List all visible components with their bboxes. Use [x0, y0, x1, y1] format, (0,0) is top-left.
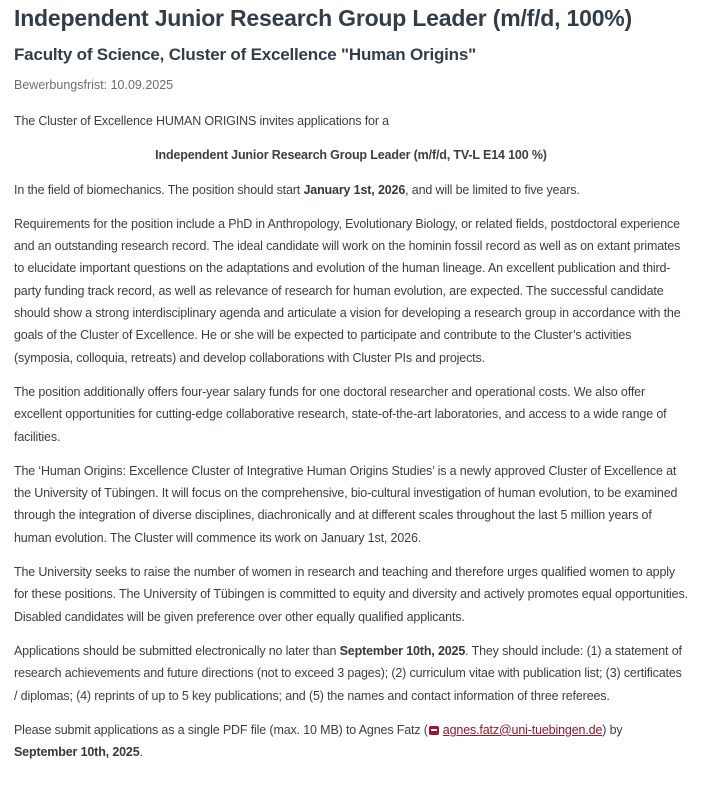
applications-text: Applications should be submitted electronically no later than: [14, 643, 340, 658]
submit-text-end: .: [139, 745, 143, 760]
applications-paragraph: [14, 640, 688, 707]
start-date: January 1st, 2026: [303, 182, 406, 197]
application-deadline-date: September 10th, 2025: [339, 643, 466, 658]
submit-text-mid: ) by: [602, 722, 623, 737]
page-subtitle: Faculty of Science, Cluster of Excellence "Human Origins": [14, 45, 476, 64]
email-link[interactable]: agnes.fatz@uni-tuebingen.de: [442, 722, 603, 737]
field-text-end: , and will be limited to five years.: [405, 182, 580, 197]
position-title: Independent Junior Research Group Leader (m/f/d, TV-L E14 100 %): [155, 148, 547, 163]
field-text: In the field of biomechanics. The position should start: [14, 182, 304, 197]
submit-paragraph: [14, 719, 688, 764]
submit-text: Please submit applications as a single PDF file (max. 10 MB) to Agnes Fatz (: [14, 722, 428, 737]
offer-paragraph: The position additionally offers four-year salary funds for one doctoral researcher and operational costs. We also offer excellent opportunities for cutting-edge collaborative research, state-of-the-art laboratories, and access to a wide range of facilities.: [14, 384, 667, 444]
field-paragraph: [14, 179, 688, 201]
application-deadline: Bewerbungsfrist: 10.09.2025: [14, 78, 174, 92]
mail-icon: [429, 726, 439, 735]
page-title: Independent Junior Research Group Leader (m/f/d, 100%): [14, 5, 632, 31]
intro-paragraph: The Cluster of Excellence HUMAN ORIGINS invites applications for a: [14, 114, 389, 128]
submit-deadline-date: September 10th, 2025: [14, 745, 140, 760]
applications-text-end: . They should include: (1) a statement of research achievements and future directions (not to exceed 3 pages); (2) curriculum vitae with publication list; (3) certificates / diplomas; (4) reprints of up to 5 key publications; and (5) the names and contact information of three referees.: [14, 643, 682, 703]
equity-paragraph: The University seeks to raise the number of women in research and teaching and therefore urges qualified women to apply for these positions. The University of Tübingen is committed to equity and diversity and actively promotes equal opportunities. Disabled candidates will be given preference over other equally qualified applicants.: [14, 565, 688, 624]
requirements-paragraph: Requirements for the position include a PhD in Anthropology, Evolutionary Biology, or related fields, postdoctoral experience and an outstanding research record. The ideal candidate will work on the hominin fossil record as well as on extant primates to elucidate important questions on the adaptations and evolution of the human lineage. An excellent publication and third-party funding track record, as well as relevance of research for human evolution, are expected. The successful candidate should show a strong interdisciplinary agenda and articulate a vision for developing a research group in accordance with the goals of the Cluster of Excellence. He or she will be expected to participate and contribute to the Cluster’s activities (symposia, colloquia, retreats) and develop collaborations with Cluster PIs and projects.: [14, 216, 681, 365]
cluster-paragraph: The ‘Human Origins: Excellence Cluster of Integrative Human Origins Studies’ is a newly approved Cluster of Excellence at the University of Tübingen. It will focus on the comprehensive, bio-cultural investigation of human evolution, to be examined through the integration of diverse disciplines, diachronically and at different scales throughout the last 5 million years of human evolution. The Cluster will commence its work on January 1st, 2026.: [14, 463, 678, 545]
